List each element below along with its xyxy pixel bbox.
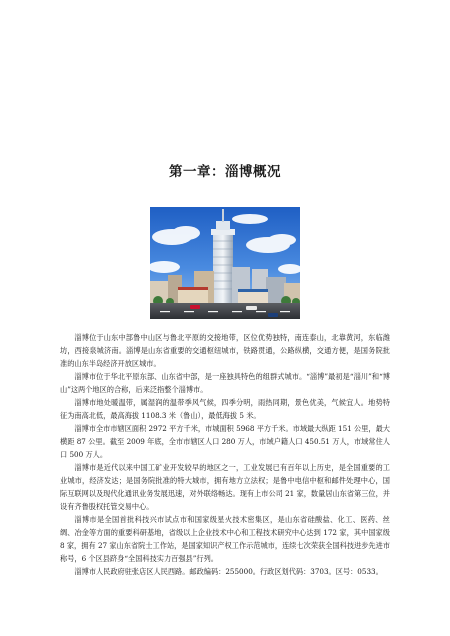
city-skyline-photo xyxy=(150,207,300,319)
chapter-title: 第一章：淄博概况 xyxy=(169,164,281,180)
paragraph-area-population: 淄博市全市市辖区面积 2972 平方千米，市城面积 5968 平方千米。市域最大纵距 151 公里，最大横距 87 公里。截至 2009 年底，全市市辖区人口 280 万人，市域户籍人口 450.51 万人，市域常住人口 500 万人。 xyxy=(60,424,390,459)
paragraph-climate: 淄博市地处暖温带，属湿润的温带季风气候，四季分明，雨热同期，景色优美，气候宜人。地势特征为南高北低，最高海拔 1108.3 米（鲁山），最低海拔 5 米。 xyxy=(60,398,390,420)
body-text xyxy=(60,331,390,578)
paragraph-industry: 淄博市是近代以来中国工矿业开发较早的地区之一，工业发展已有百年以上历史，是全国重要的工业城市，经济发达；是国务院批准的特大城市，拥有地方立法权；是鲁中电信中枢和邮件处理中心，国际互联网以及现代化通讯业务发展迅速，对外联络畅达。现有上市公司 21 家，数量居山东省第三位，并设有齐鲁股权托管交易中心。 xyxy=(60,463,390,511)
paragraph-science: 淄博市是全国首批科技兴市试点市和国家级星火技术密集区，是山东省硅酸盐、化工、医药、丝绸、冶金等方面的重要科研基地，省级以上企业技术中心和工程技术研究中心达到 172 家，其中国家级 8 家，拥有 27 家山东省院士工作站，是国家知识产权工作示范城市，连续七次荣获全国科技进步先进市称号，6 个区县跻身“全国科技实力百强县”行列。 xyxy=(60,515,390,563)
paragraph-location: 淄博位于山东中部鲁中山区与鲁北平原的交接地带，区位优势独特，南连泰山，北靠黄河，东临潍坊，西接泉城济南。淄博是山东省重要的交通枢纽城市，铁路贯通，公路纵横，交通方便，是国务院批准的山东半岛经济开放区城市。 xyxy=(60,333,390,368)
paragraph-name-origin: 淄博市位于华北平原东部、山东省中部，是一座独具特色的组群式城市。“淄博”最初是“淄川”和“博山”这两个地区的合称，后来泛指整个淄博市。 xyxy=(60,372,390,394)
paragraph-government: 淄博市人民政府驻张店区人民西路。邮政编码：255000。行政区划代码：3703。区号：0533。 xyxy=(74,567,383,576)
